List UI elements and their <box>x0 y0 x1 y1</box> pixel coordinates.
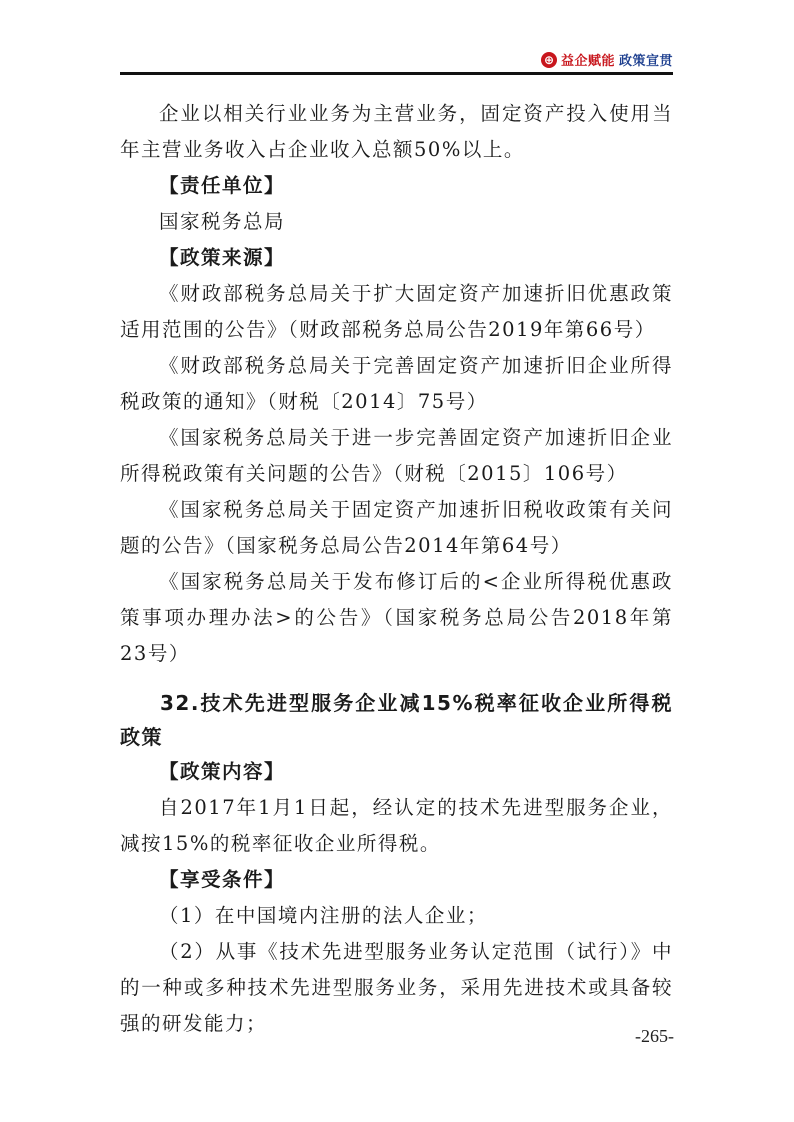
heading-policy-content: 【政策内容】 <box>159 760 286 783</box>
brand-emblem-icon: ⊕ <box>541 52 557 68</box>
header-divider <box>120 72 673 75</box>
document-body <box>120 96 673 1042</box>
condition-item: （1）在中国境内注册的法人企业； <box>159 904 488 927</box>
brand-title: 益企赋能 <box>560 54 615 69</box>
heading-responsible-unit: 【责任单位】 <box>159 174 286 197</box>
policy-source-item: 《财政部税务总局关于扩大固定资产加速折旧优惠政策适用范围的公告》（财政部税务总局公告2019年第66号） <box>120 282 673 341</box>
policy-source-item: 《国家税务总局关于进一步完善固定资产加速折旧企业所得税政策有关问题的公告》（财税〔2015〕106号） <box>120 426 673 485</box>
brand-logo <box>541 50 673 69</box>
page-number: -265- <box>635 1026 674 1046</box>
policy-content: 自2017年1月1日起，经认定的技术先进型服务企业，减按15%的税率征收企业所得税。 <box>120 796 673 855</box>
page-header <box>120 48 673 74</box>
paragraph-eligibility-note: 企业以相关行业业务为主营业务，固定资产投入使用当年主营业务收入占企业收入总额50%以上。 <box>120 102 673 161</box>
responsible-unit: 国家税务总局 <box>159 210 286 233</box>
heading-conditions: 【享受条件】 <box>159 868 286 891</box>
condition-item: （2）从事《技术先进型服务业务认定范围（试行）》中的一种或多种技术先进型服务业务，采用先进技术或具备较强的研发能力； <box>120 940 673 1035</box>
policy-source-item: 《国家税务总局关于固定资产加速折旧税收政策有关问题的公告》（国家税务总局公告2014年第64号） <box>120 498 673 557</box>
section-title-32: 32.技术先进型服务企业减15%税率征收企业所得税政策 <box>120 691 673 749</box>
heading-policy-source: 【政策来源】 <box>159 246 286 269</box>
policy-source-item: 《国家税务总局关于发布修订后的<企业所得税优惠政策事项办理办法>的公告》（国家税务总局公告2018年第23号） <box>120 570 673 665</box>
section-title: 政策宣贯 <box>618 54 673 69</box>
policy-source-item: 《财政部税务总局关于完善固定资产加速折旧企业所得税政策的通知》（财税〔2014〕75号） <box>120 354 673 413</box>
brand-name <box>561 50 673 69</box>
